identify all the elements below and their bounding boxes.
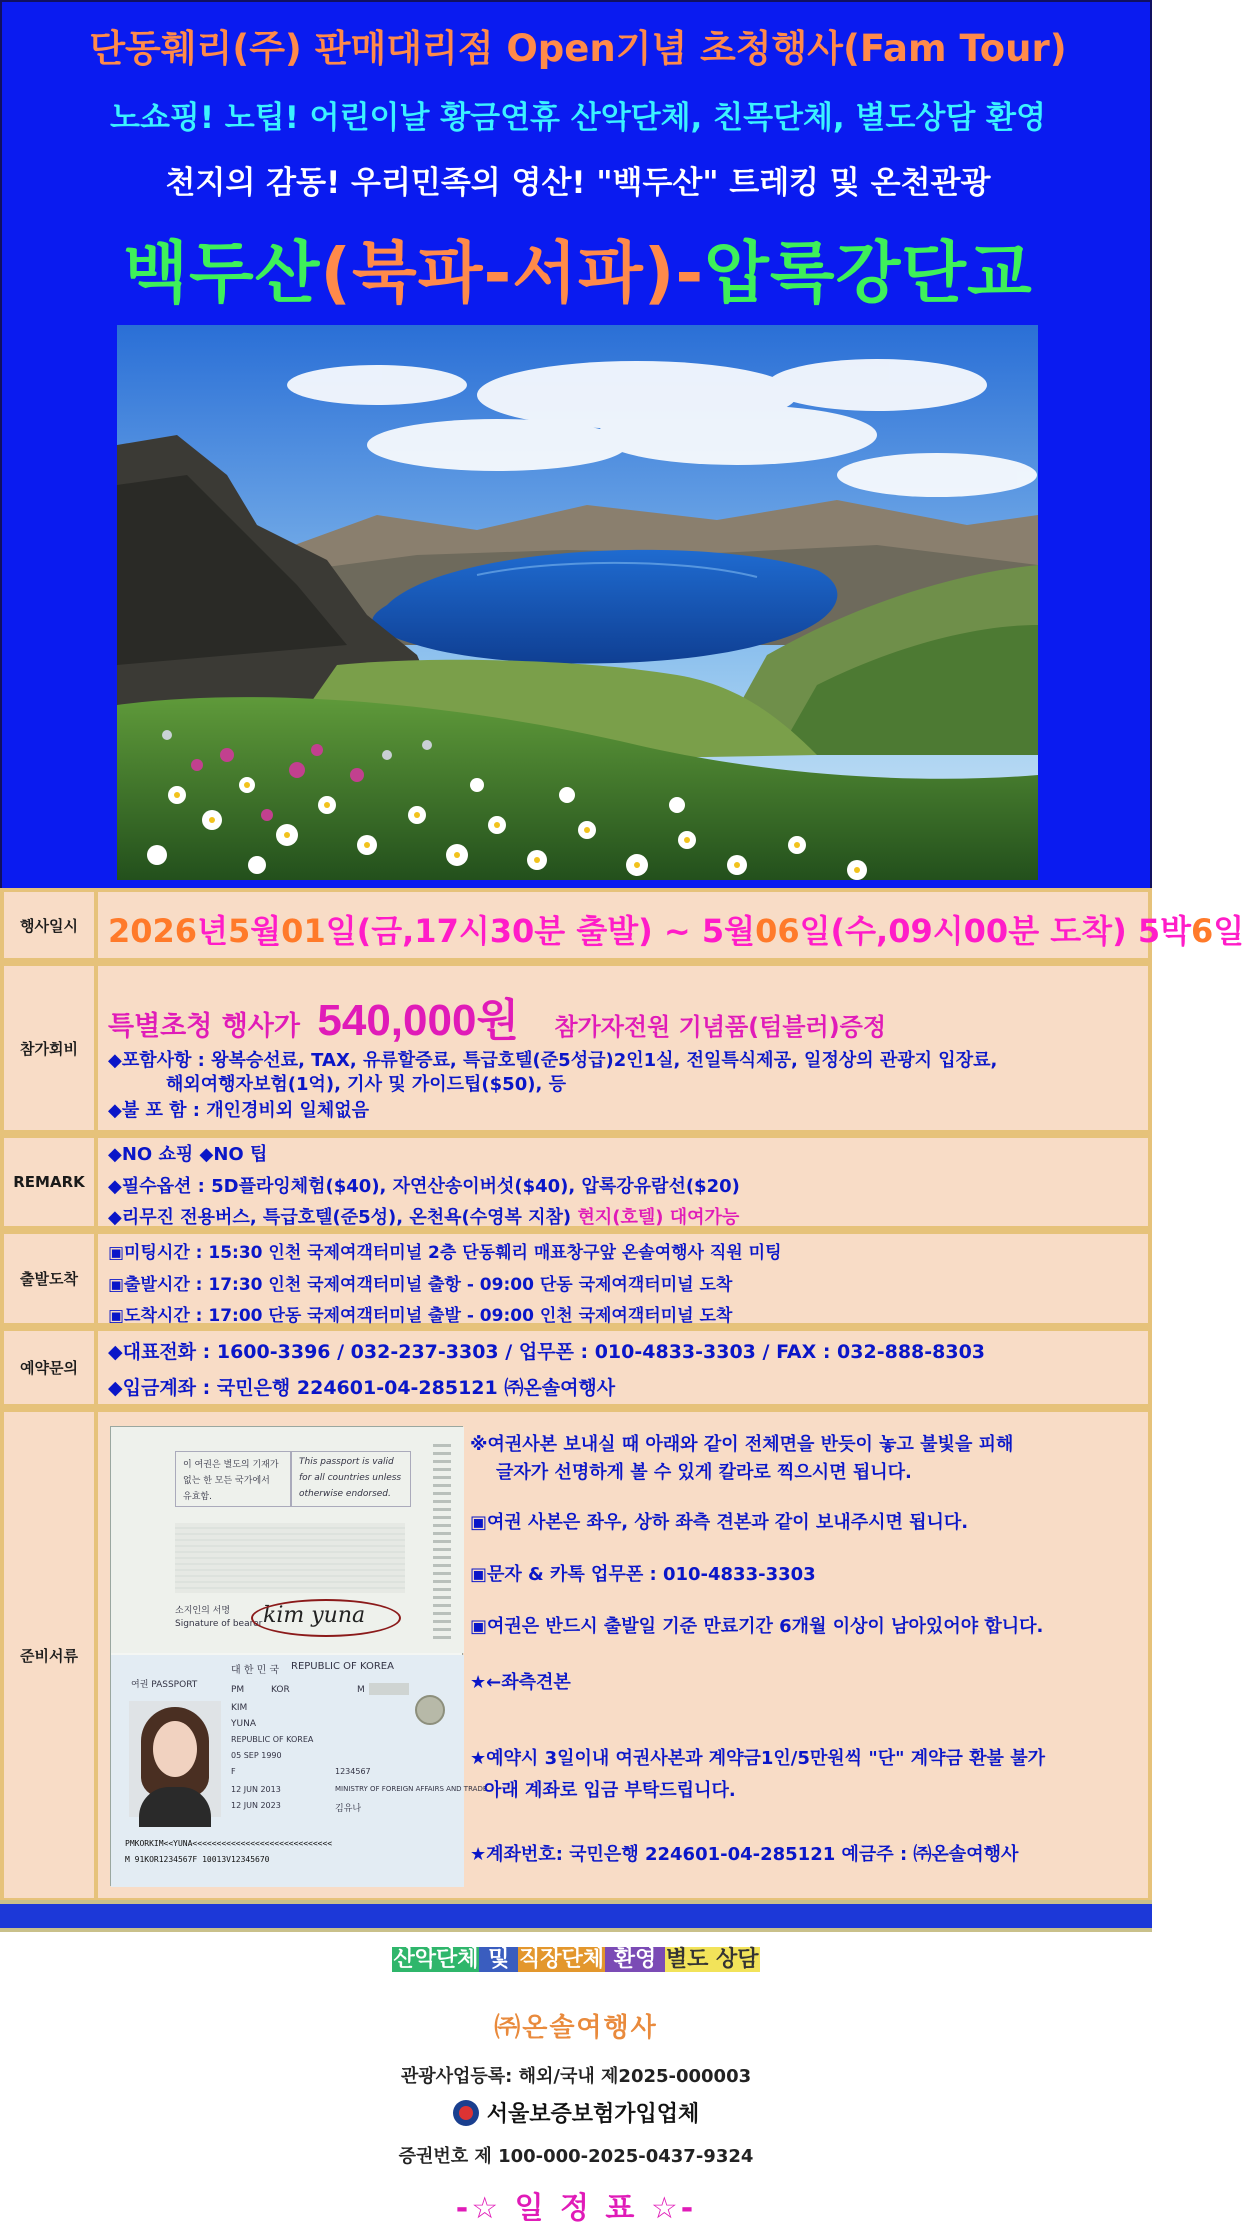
row-event-date: [0, 888, 1244, 962]
passport-visa-page: 이 여권은 별도의 기재가 없는 한 모든 국가에서 유효함. This passport is valid for all countries unless otherwise endorsed. 소지인의 서명 Signature of bearer kim yuna: [111, 1427, 464, 1653]
excluded-items: ◆불 포 함 : 개인경비외 일체없음: [108, 1100, 370, 1121]
divider-bar: [0, 1900, 1152, 1932]
row-fee: [0, 962, 1152, 1134]
included-items: ◆포함사항 : 왕복승선료, TAX, 유류할증료, 특급호텔(준5성급)2인1실, 전일특식제공, 일정상의 관광지 입장료,: [108, 1050, 998, 1071]
note-sample-pointer: ★←좌측견본: [470, 1672, 571, 1693]
title-baekdu: 백두산: [123, 234, 321, 312]
insurance-line: 서울보증보험가입업체: [0, 2097, 1152, 2128]
note-copy-format: ▣여권 사본은 좌우, 상하 좌측 견본과 같이 보내주시면 됩니다.: [470, 1512, 969, 1533]
passport-mrz-1: PMKORKIM<<YUNA<<<<<<<<<<<<<<<<<<<<<<<<<<<<<: [125, 1839, 333, 1848]
label-contact: 예약문의: [4, 1331, 98, 1404]
emblem-icon: [415, 1695, 445, 1725]
company-name: ㈜온솔여행사: [494, 2013, 658, 2043]
bank-account: ◆입금계좌 : 국민은행 224601-04-285121 ㈜온솔여행사: [108, 1377, 616, 1399]
insurance-logo-icon: [453, 2100, 479, 2126]
label-remark: REMARK: [4, 1138, 98, 1226]
passport-sample-image: [110, 1426, 488, 1886]
note-copy-instruction: ※여권사본 보내실 때 아래와 같이 전체면을 반듯이 놓고 불빛을 피해: [470, 1434, 1014, 1455]
note-deposit: ★예약시 3일이내 여권사본과 계약금1인/5만원씩 "단" 계약금 환불 불가: [470, 1748, 1045, 1769]
note-validity: ▣여권은 반드시 출발일 기준 만료기간 6개월 이상이 남아있어야 합니다.: [470, 1616, 1044, 1637]
remark-rental: 현지(호텔) 대여가능: [577, 1207, 740, 1228]
event-date-range: 2026년5월01일(금,17시30분 출발) ~ 5월06일(수,09시00분 도착) 5박6일: [108, 912, 1244, 950]
title-route: (북파-서파): [320, 234, 676, 312]
note-contact: ▣문자 & 카톡 업무폰 : 010-4833-3303: [470, 1564, 816, 1585]
row-departure: [0, 1230, 1152, 1327]
price-prefix: 특별초청 행사가: [108, 1011, 300, 1042]
remark-no-shopping: ◆NO 쇼핑 ◆NO 팁: [108, 1144, 268, 1165]
price-line: [108, 984, 886, 1048]
remark-amenities: ◆리무진 전용버스, 특급호텔(준5성), 온천욕(수영복 지참) 현지(호텔) 대여가능: [108, 1207, 740, 1228]
tourism-registration: 관광사업등록: 해외/국내 제2025-000003: [400, 2066, 752, 2087]
passport-photo: [129, 1701, 221, 1817]
page-title: [2, 220, 1154, 316]
departure-time: ▣출발시간 : 17:30 인천 국제여객터미널 출항 - 09:00 단동 국제여객터미널 도착: [108, 1275, 733, 1295]
label-event-date: 행사일시: [4, 892, 98, 958]
included-items-cont: 해외여행자보험(1억), 기사 및 가이드팁($50), 등: [166, 1074, 566, 1095]
note-account: ★계좌번호: 국민은행 224601-04-285121 예금주 : ㈜온솔여행사: [470, 1844, 1019, 1865]
passport-mrz-2: M 91KOR1234567F 10013V12345670: [125, 1855, 270, 1864]
title-dash: -: [675, 234, 705, 312]
certificate-number: 증권번호 제 100-000-2025-0437-9324: [398, 2146, 754, 2167]
headline-tagline: 천지의 감동! 우리민족의 영산! "백두산" 트레킹 및 온천관광: [165, 165, 991, 201]
contact-phones[interactable]: ◆대표전화 : 1600-3396 / 032-237-3303 / 업무폰 : 010-4833-3303 / FAX : 032-888-8303: [108, 1341, 986, 1363]
price-value: 540,000원: [317, 996, 519, 1045]
meeting-time: ▣미팅시간 : 15:30 인천 국제여객터미널 2층 단동훼리 매표창구앞 온솔여행사 직원 미팅: [108, 1243, 782, 1263]
group-welcome-tag: 산악단체 및 직장단체 환영 별도 상담: [393, 1947, 759, 1972]
passport-signature: kim yuna: [263, 1603, 366, 1628]
row-documents: [0, 1408, 1152, 1902]
label-fee: 참가회비: [4, 966, 98, 1130]
note-copy-instruction-cont: 글자가 선명하게 볼 수 있게 칼라로 찍으시면 됩니다.: [496, 1462, 912, 1483]
headline-features: 노쇼핑! 노팁! 어린이날 황금연휴 산악단체, 친목단체, 별도상담 환영: [110, 100, 1046, 136]
row-remark: [0, 1134, 1152, 1230]
schedule-heading: -☆ 일 정 표 ☆-: [455, 2191, 697, 2226]
passport-data-page: 대 한 민 국 REPUBLIC OF KOREA 여권 PASSPORT PM KOR M KIM YUNA REPUBLIC OF KOREA 05 SEP 1990 F 1234567 12 JUN 2013 12 JUN 2023 MINISTRY OF FOREIGN AFFAIRS AND TRADE 김유나 PMKORKIM<<YUNA<<<<<<<<<<<<<<<<<<<<<<<<<<<<< M 91KOR1234567F 10013V12345670: [111, 1655, 464, 1887]
label-departure: 출발도착: [4, 1234, 98, 1323]
headline-event: 단동훼리(주) 판매대리점 Open기념 초청행사(Fam Tour): [89, 27, 1067, 70]
label-documents: 준비서류: [4, 1412, 98, 1898]
header-banner: [0, 0, 1152, 890]
row-contact: [0, 1327, 1152, 1408]
arrival-time: ▣도착시간 : 17:00 단동 국제여객터미널 출발 - 09:00 인천 국제여객터미널 도착: [108, 1306, 733, 1326]
crater-lake-photo: [117, 325, 1038, 880]
note-deposit-cont: 아래 계좌로 입금 부탁드립니다.: [484, 1780, 736, 1801]
title-bridge: 압록강단교: [704, 234, 1033, 312]
gift-note: 참가자전원 기념품(텀블러)증정: [554, 1013, 887, 1041]
remark-options: ◆필수옵션 : 5D플라잉체험($40), 자연산송이버섯($40), 압록강유람선($20): [108, 1176, 740, 1197]
